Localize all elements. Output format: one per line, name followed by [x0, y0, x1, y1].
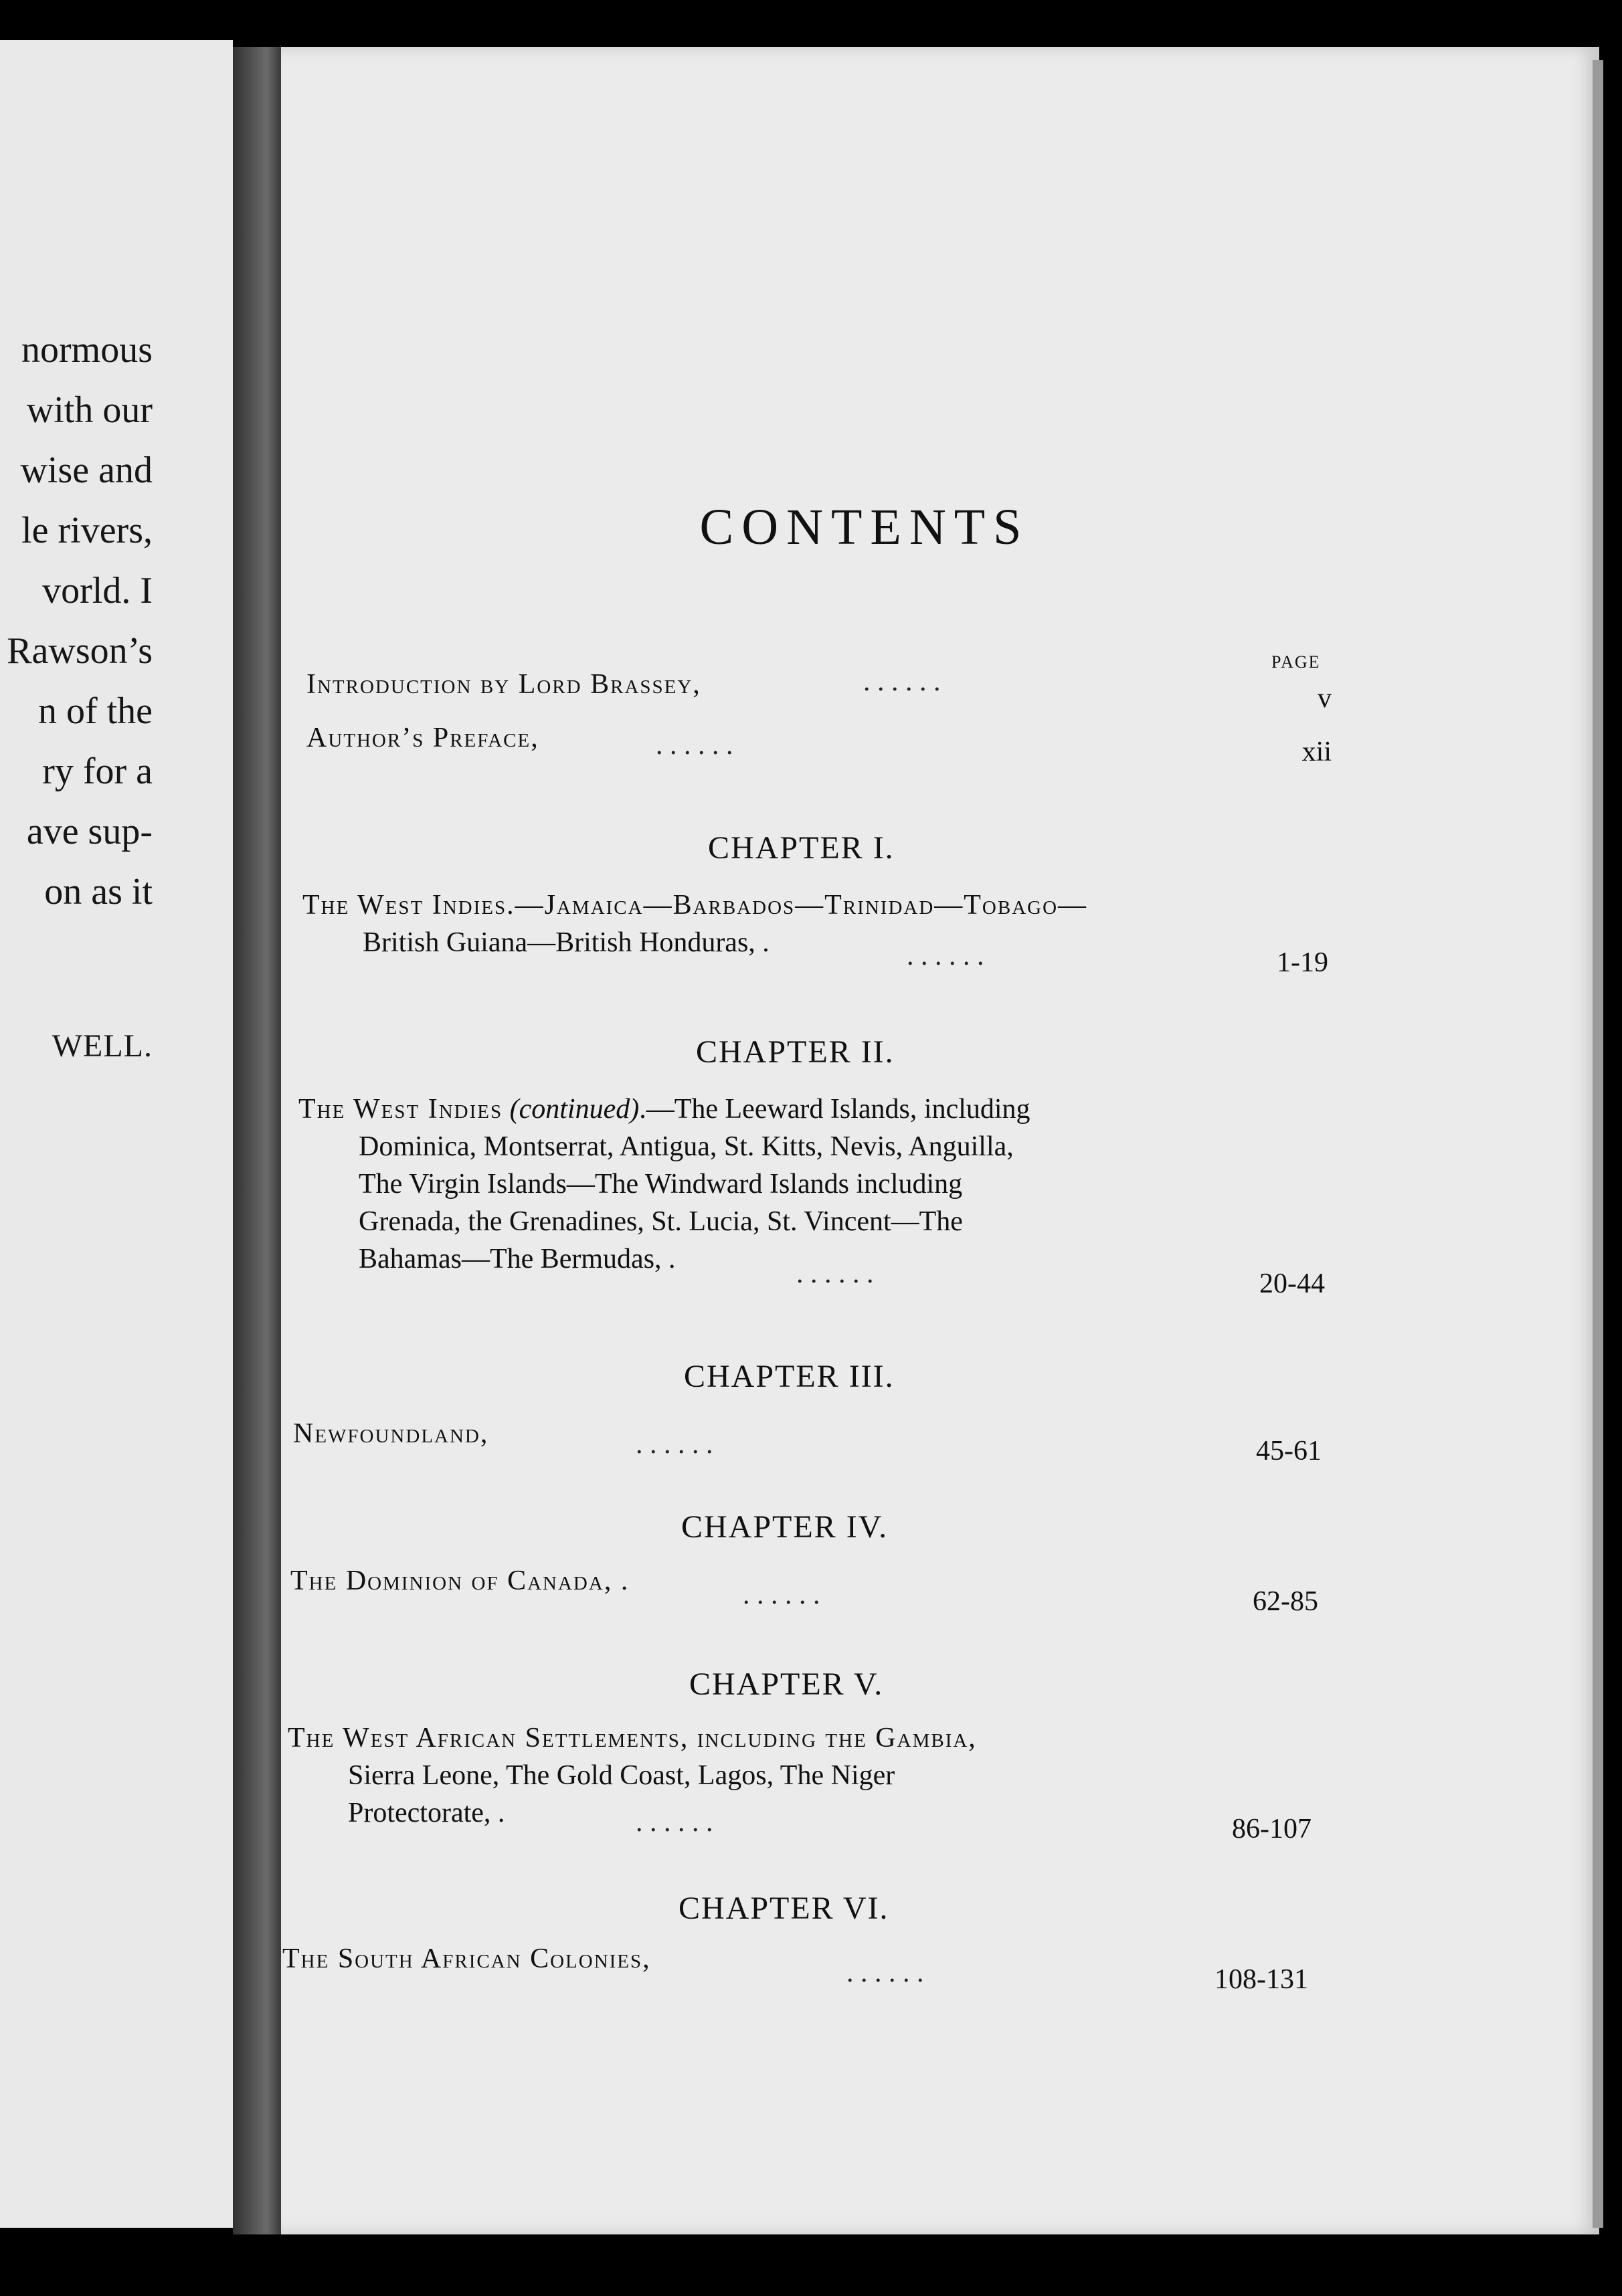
left-page-line: Rawson’s — [7, 630, 153, 672]
chapter-heading: CHAPTER III. — [684, 1359, 895, 1394]
toc-entry-introduction: Introduction by Lord Brassey, — [306, 669, 701, 700]
leader-dots: . . . . . . — [863, 666, 941, 697]
leader-dots: . . . . . . — [636, 1429, 713, 1460]
page-title: CONTENTS — [699, 499, 1030, 555]
toc-page-range: 86-107 — [1232, 1814, 1312, 1844]
leader-dots: . . . . . . — [656, 730, 733, 761]
leader-dots: . . . . . . — [636, 1807, 713, 1838]
leader-dots: . . . . . . — [846, 1957, 924, 1988]
chapter-heading: CHAPTER IV. — [681, 1509, 889, 1545]
left-page-signature: WELL. — [52, 1028, 153, 1064]
toc-page-range: 1-19 — [1277, 947, 1328, 978]
page-edge — [1593, 60, 1603, 2228]
toc-entry-chapter-1: The West Indies.—Jamaica—Barbados—Trinidad—Tobago— British Guiana—British Honduras, . — [302, 890, 1088, 958]
leader-dots: . . . . . . — [743, 1580, 820, 1610]
toc-page-number: xii — [1301, 737, 1332, 767]
book-gutter — [233, 47, 281, 2234]
left-page-line: ave sup- — [26, 811, 153, 852]
chapter-heading: CHAPTER I. — [708, 830, 895, 866]
left-page-line: wise and — [20, 450, 153, 491]
chapter-heading: CHAPTER VI. — [679, 1891, 889, 1926]
toc-page-range: 20-44 — [1259, 1268, 1325, 1299]
toc-page-range: 45-61 — [1256, 1436, 1322, 1466]
toc-page-range: 62-85 — [1253, 1586, 1318, 1617]
toc-entry-preface: Author’s Preface, — [306, 723, 539, 753]
left-page-line: le rivers, — [21, 510, 153, 551]
toc-entry-chapter-5: The West African Settlements, including the Gambia, Sierra Leone, The Gold Coast, Lagos, The Niger Protectorate, . — [288, 1723, 977, 1828]
left-page-line: vorld. I — [42, 570, 153, 611]
toc-entry-chapter-2: The West Indies (continued).—The Leeward Islands, including Dominica, Montserrat, Antigua, St. Kitts, Nevis, Anguilla, The Virgin Islands—The Windward Islands including Grenada, the Grenadines, St. Lucia, St. Vincent—The Bahamas—The Bermudas, . — [298, 1094, 1030, 1274]
chapter-heading: CHAPTER II. — [696, 1034, 895, 1070]
leader-dots: . . . . . . — [907, 941, 984, 971]
toc-entry-chapter-4: The Dominion of Canada, . — [290, 1565, 630, 1596]
toc-entry-chapter-6: The South African Colonies, — [282, 1943, 651, 1974]
left-page-line: on as it — [44, 871, 153, 913]
page-column-header: PAGE — [1271, 652, 1321, 672]
toc-entry-chapter-3: Newfoundland, — [293, 1418, 489, 1449]
chapter-heading: CHAPTER V. — [689, 1666, 884, 1702]
toc-page-number: v — [1318, 683, 1332, 714]
toc-page-range: 108-131 — [1214, 1964, 1308, 1995]
left-page-line: with our — [26, 389, 153, 431]
left-page-line: ry for a — [42, 751, 153, 792]
left-facing-page — [0, 40, 233, 2228]
left-page-line: n of the — [37, 690, 153, 732]
leader-dots: . . . . . . — [796, 1258, 874, 1289]
left-page-line: normous — [21, 329, 153, 371]
